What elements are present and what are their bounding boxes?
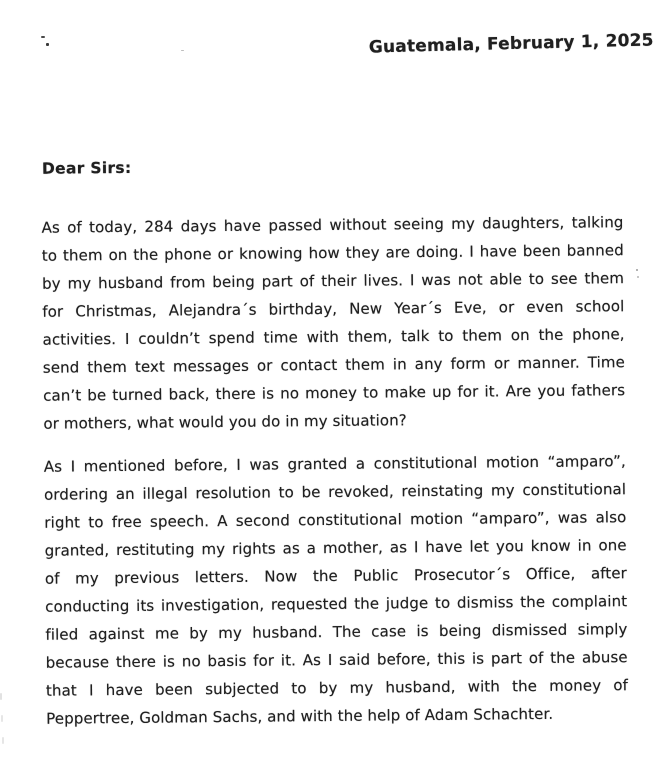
text-line: because there is no basis for it. As I said before, this is part of the abuse — [45, 648, 628, 672]
text-line: granted, restituting my rights as a mother, as I have let you know in one — [44, 536, 627, 560]
text-line: for Christmas, Alejandra´s birthday, New Year´s Eve, or even school — [42, 297, 625, 321]
text-line: can’t be turned back, there is no money to make up for it. Are you fathers — [43, 381, 626, 405]
text-line: to them on the phone or knowing how they are doing. I have been banned — [41, 241, 624, 265]
text-line: that I have been subjected to by my husband, with the money of — [45, 676, 629, 700]
text-line: activities. I couldn’t spend time with them, talk to them on the phone, — [42, 325, 625, 349]
text-line: right to free speech. A second constitutional motion “amparo”, was also — [44, 508, 627, 532]
text-line: by my husband from being part of their lives. I was not able to see them — [41, 269, 625, 293]
letter-paragraph-2 — [44, 447, 629, 733]
letter-dateline: Guatemala, February 1, 2025 — [368, 30, 654, 58]
text-line: As of today, 284 days have passed without seeing my daughters, talking — [41, 213, 624, 237]
letter-paragraph-1 — [41, 208, 625, 438]
text-line: ordering an illegal resolution to be revoked, reinstating my constitutional — [44, 480, 627, 504]
text-line: send them text messages or contact them in any form or manner. Time — [42, 353, 625, 377]
letter-salutation: Dear Sirs: — [41, 158, 132, 178]
text-line: filed against me by my husband. The case is being dismissed simply — [45, 620, 628, 644]
text-line: As I mentioned before, I was granted a constitutional motion “amparo”, — [43, 452, 626, 476]
text-line: Peppertree, Goldman Sachs, and with the help of Adam Schachter. — [46, 704, 554, 728]
scan-artifact-dot — [0, 693, 2, 700]
text-line: or mothers, what would you do in my situation? — [43, 411, 407, 433]
text-line: of my previous letters. Now the Public Prosecutor´s Office, after — [44, 564, 627, 588]
text-line: conducting its investigation, requested the judge to dismiss the complaint — [45, 592, 628, 616]
